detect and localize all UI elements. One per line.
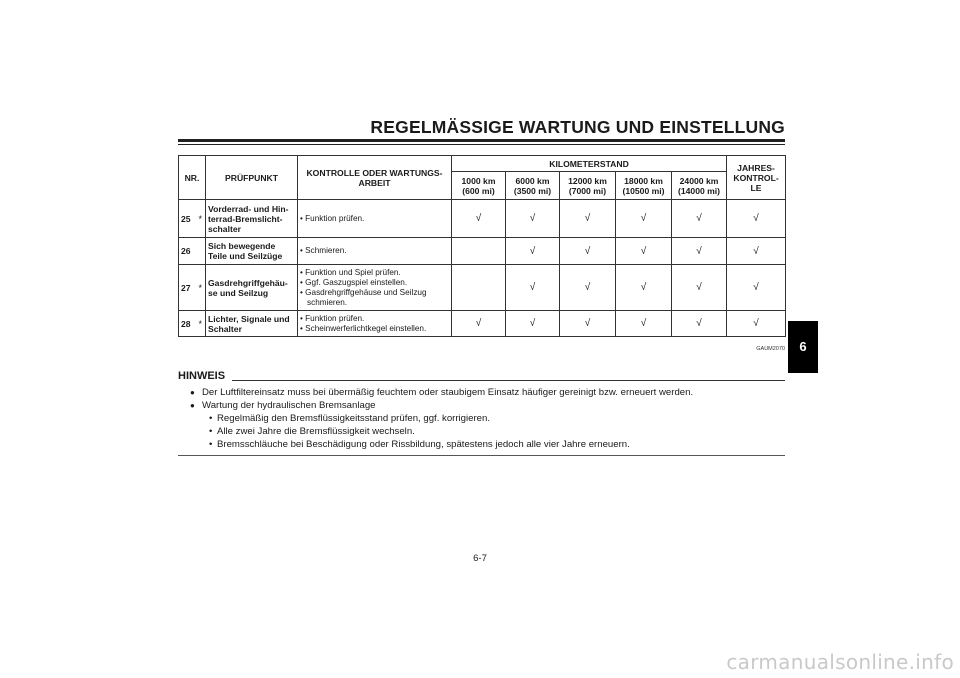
check-cell: √ [672, 311, 727, 337]
table-row [179, 265, 786, 311]
dealer-star: * [196, 311, 206, 337]
row-item: Gasdrehgriffgehäu-se und Seilzug [206, 265, 298, 311]
header-km-col: 24000 km (14000 mi) [672, 172, 727, 200]
bottom-rule [178, 455, 785, 456]
header-km-col: 12000 km (7000 mi) [560, 172, 616, 200]
hinweis-body [183, 386, 783, 451]
header-annual: JAHRES-KONTROL-LE [727, 156, 786, 200]
check-cell: √ [506, 200, 560, 238]
title-rule-thin [178, 144, 785, 145]
row-action: • Funktion prüfen. [298, 200, 452, 238]
row-number: 26 [179, 238, 196, 265]
header-km-col: 1000 km (600 mi) [452, 172, 506, 200]
check-cell: √ [616, 200, 672, 238]
check-cell [452, 238, 506, 265]
watermark: carmanualsonline.info [726, 650, 954, 674]
check-cell: √ [560, 311, 616, 337]
header-nr: NR. [179, 156, 206, 200]
check-cell: √ [560, 265, 616, 311]
check-cell: √ [560, 238, 616, 265]
check-cell: √ [727, 200, 786, 238]
dealer-star: * [196, 265, 206, 311]
chapter-tab: 6 [788, 321, 818, 373]
check-cell: √ [506, 238, 560, 265]
check-cell: √ [727, 311, 786, 337]
check-cell: √ [672, 265, 727, 311]
row-number: 27 [179, 265, 196, 311]
header-km-col: 18000 km (10500 mi) [616, 172, 672, 200]
header-action: KONTROLLE ODER WARTUNGS-ARBEIT [298, 156, 452, 200]
table-row [179, 311, 786, 337]
document-code: GAUM2070 [756, 346, 785, 352]
hinweis-subitem: • Alle zwei Jahre die Bremsflüssigkeit wechseln. [183, 425, 783, 438]
row-item: Vorderrad- und Hin-terrad-Bremslicht-schalter [206, 200, 298, 238]
row-action: • Schmieren. [298, 238, 452, 265]
check-cell: √ [506, 265, 560, 311]
title-rule-thick [178, 139, 785, 142]
row-action: • Funktion und Spiel prüfen. • Ggf. Gaszugspiel einstellen. • Gasdrehgriffgehäuse und Seilzug schmieren. [298, 265, 452, 311]
check-cell: √ [506, 311, 560, 337]
hinweis-item: ● Der Luftfiltereinsatz muss bei übermäßig feuchtem oder staubigem Einsatz häufiger gereinigt bzw. erneuert werden. [183, 386, 783, 399]
header-row [179, 156, 786, 172]
row-item: Lichter, Signale und Schalter [206, 311, 298, 337]
page-number: 6-7 [473, 553, 487, 564]
check-cell: √ [452, 200, 506, 238]
maintenance-table [178, 155, 786, 337]
table-row [179, 200, 786, 238]
check-cell: √ [452, 311, 506, 337]
row-item: Sich bewegende Teile und Seilzüge [206, 238, 298, 265]
check-cell [452, 265, 506, 311]
check-cell: √ [560, 200, 616, 238]
page-title: REGELMÄSSIGE WARTUNG UND EINSTELLUNG [370, 117, 785, 137]
table-row [179, 238, 786, 265]
header-item: PRÜFPUNKT [206, 156, 298, 200]
check-cell: √ [727, 238, 786, 265]
hinweis-subitem: • Bremsschläuche bei Beschädigung oder Rissbildung, spätestens jedoch alle vier Jahre erneuern. [183, 438, 783, 451]
row-action: • Funktion prüfen. • Scheinwerferlichtkegel einstellen. [298, 311, 452, 337]
check-cell: √ [616, 265, 672, 311]
check-cell: √ [672, 238, 727, 265]
header-odometer: KILOMETERSTAND [452, 156, 727, 172]
check-cell: √ [616, 238, 672, 265]
dealer-star [196, 238, 206, 265]
hinweis-item: ● Wartung der hydraulischen Bremsanlage [183, 399, 783, 412]
hinweis-title: HINWEIS [178, 370, 226, 382]
check-cell: √ [672, 200, 727, 238]
header-km-col: 6000 km (3500 mi) [506, 172, 560, 200]
row-number: 28 [179, 311, 196, 337]
check-cell: √ [616, 311, 672, 337]
hinweis-subitem: • Regelmäßig den Bremsflüssigkeitsstand prüfen, ggf. korrigieren. [183, 412, 783, 425]
check-cell: √ [727, 265, 786, 311]
row-number: 25 [179, 200, 196, 238]
hinweis-rule [232, 380, 785, 381]
dealer-star: * [196, 200, 206, 238]
